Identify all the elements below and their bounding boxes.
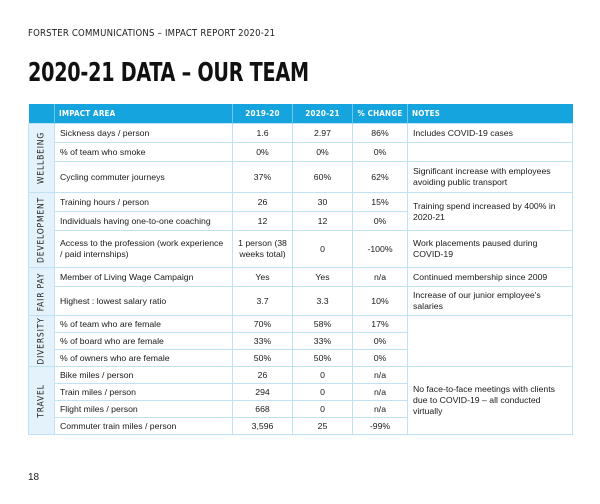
value-2020-21-cell: 2.97 xyxy=(293,124,353,143)
table-row xyxy=(29,231,573,268)
column-header-percent-change: % CHANGE xyxy=(353,104,408,124)
impact-area-cell: Sickness days / person xyxy=(55,124,233,143)
value-2019-20-cell: 26 xyxy=(233,193,293,212)
value-2020-21-cell: 0 xyxy=(293,401,353,418)
impact-area-cell: Train miles / person xyxy=(55,384,233,401)
value-2020-21-cell: 30 xyxy=(293,193,353,212)
value-2019-20-cell: 26 xyxy=(233,367,293,384)
group-cell-travel xyxy=(29,367,55,435)
percent-change-cell: 86% xyxy=(353,124,408,143)
impact-area-cell: % of team who are female xyxy=(55,316,233,333)
percent-change-cell: 62% xyxy=(353,162,408,193)
group-label-fair-pay: FAIR PAY xyxy=(36,272,46,311)
column-header-notes: NOTES xyxy=(408,104,573,124)
notes-cell: Increase of our junior employee's salaries xyxy=(408,287,573,316)
table-row xyxy=(29,287,573,316)
value-2019-20-cell: 1.6 xyxy=(233,124,293,143)
percent-change-cell: 0% xyxy=(353,350,408,367)
impact-area-cell: Access to the profession (work experience / paid internships) xyxy=(55,231,233,268)
percent-change-cell: n/a xyxy=(353,268,408,287)
value-2019-20-cell: 294 xyxy=(233,384,293,401)
table-row xyxy=(29,367,573,384)
value-2020-21-cell: 58% xyxy=(293,316,353,333)
percent-change-cell: 0% xyxy=(353,333,408,350)
impact-area-cell: Highest : lowest salary ratio xyxy=(55,287,233,316)
value-2019-20-cell: 37% xyxy=(233,162,293,193)
table-row xyxy=(29,162,573,193)
value-2020-21-cell: 0 xyxy=(293,367,353,384)
group-label-travel: TRAVEL xyxy=(36,383,46,418)
impact-area-cell: Commuter train miles / person xyxy=(55,418,233,435)
group-cell-diversity xyxy=(29,316,55,367)
value-2019-20-cell: 3,596 xyxy=(233,418,293,435)
percent-change-cell: 15% xyxy=(353,193,408,212)
column-header-impact-area: IMPACT AREA xyxy=(55,104,233,124)
value-2019-20-cell: 33% xyxy=(233,333,293,350)
value-2019-20-cell: 50% xyxy=(233,350,293,367)
table-row xyxy=(29,316,573,333)
percent-change-cell: 0% xyxy=(353,143,408,162)
table-row xyxy=(29,193,573,212)
table-row xyxy=(29,143,573,162)
column-header-2019-20: 2019-20 xyxy=(233,104,293,124)
percent-change-cell: n/a xyxy=(353,384,408,401)
value-2019-20-cell: Yes xyxy=(233,268,293,287)
percent-change-cell: n/a xyxy=(353,401,408,418)
value-2019-20-cell: 70% xyxy=(233,316,293,333)
percent-change-cell: 10% xyxy=(353,287,408,316)
impact-area-cell: Cycling commuter journeys xyxy=(55,162,233,193)
percent-change-cell: -100% xyxy=(353,231,408,268)
value-2020-21-cell: 0% xyxy=(293,143,353,162)
value-2019-20-cell: 668 xyxy=(233,401,293,418)
group-cell-fair-pay xyxy=(29,268,55,316)
table-row xyxy=(29,268,573,287)
impact-area-cell: Member of Living Wage Campaign xyxy=(55,268,233,287)
group-label-development: DEVELOPMENT xyxy=(36,197,46,263)
percent-change-cell: n/a xyxy=(353,367,408,384)
notes-cell: Continued membership since 2009 xyxy=(408,268,573,287)
percent-change-cell: 0% xyxy=(353,212,408,231)
percent-change-cell: -99% xyxy=(353,418,408,435)
value-2020-21-cell: 50% xyxy=(293,350,353,367)
notes-cell: No face-to-face meetings with clients due to COVID-19 – all conducted virtually xyxy=(408,367,573,435)
notes-cell xyxy=(408,143,573,162)
notes-cell: Includes COVID-19 cases xyxy=(408,124,573,143)
group-cell-development xyxy=(29,193,55,268)
group-column-header xyxy=(29,104,55,124)
table-row xyxy=(29,124,573,143)
value-2020-21-cell: 12 xyxy=(293,212,353,231)
column-header-2020-21: 2020-21 xyxy=(293,104,353,124)
impact-data-table xyxy=(28,104,573,435)
impact-area-cell: Individuals having one-to-one coaching xyxy=(55,212,233,231)
notes-cell: Significant increase with employees avoiding public transport xyxy=(408,162,573,193)
impact-area-cell: Flight miles / person xyxy=(55,401,233,418)
value-2019-20-cell: 0% xyxy=(233,143,293,162)
value-2019-20-cell: 1 person (38 weeks total) xyxy=(233,231,293,268)
notes-cell: Training spend increased by 400% in 2020-21 xyxy=(408,193,573,231)
impact-area-cell: % of board who are female xyxy=(55,333,233,350)
group-label-diversity: DIVERSITY xyxy=(36,317,46,365)
running-header: FORSTER COMMUNICATIONS – IMPACT REPORT 2020-21 xyxy=(28,28,276,39)
value-2020-21-cell: 3.3 xyxy=(293,287,353,316)
impact-area-cell: Training hours / person xyxy=(55,193,233,212)
page-number: 18 xyxy=(28,472,40,483)
table-header-row xyxy=(29,104,573,124)
impact-area-cell: Bike miles / person xyxy=(55,367,233,384)
page-title: 2020-21 DATA – OUR TEAM xyxy=(28,58,309,88)
percent-change-cell: 17% xyxy=(353,316,408,333)
value-2020-21-cell: 0 xyxy=(293,231,353,268)
value-2020-21-cell: 60% xyxy=(293,162,353,193)
value-2019-20-cell: 3.7 xyxy=(233,287,293,316)
value-2020-21-cell: 33% xyxy=(293,333,353,350)
value-2020-21-cell: 0 xyxy=(293,384,353,401)
group-label-wellbeing: WELLBEING xyxy=(36,131,46,185)
notes-cell xyxy=(408,316,573,367)
value-2020-21-cell: Yes xyxy=(293,268,353,287)
notes-cell: Work placements paused during COVID-19 xyxy=(408,231,573,268)
value-2019-20-cell: 12 xyxy=(233,212,293,231)
value-2020-21-cell: 25 xyxy=(293,418,353,435)
impact-area-cell: % of owners who are female xyxy=(55,350,233,367)
group-cell-wellbeing xyxy=(29,124,55,193)
impact-area-cell: % of team who smoke xyxy=(55,143,233,162)
